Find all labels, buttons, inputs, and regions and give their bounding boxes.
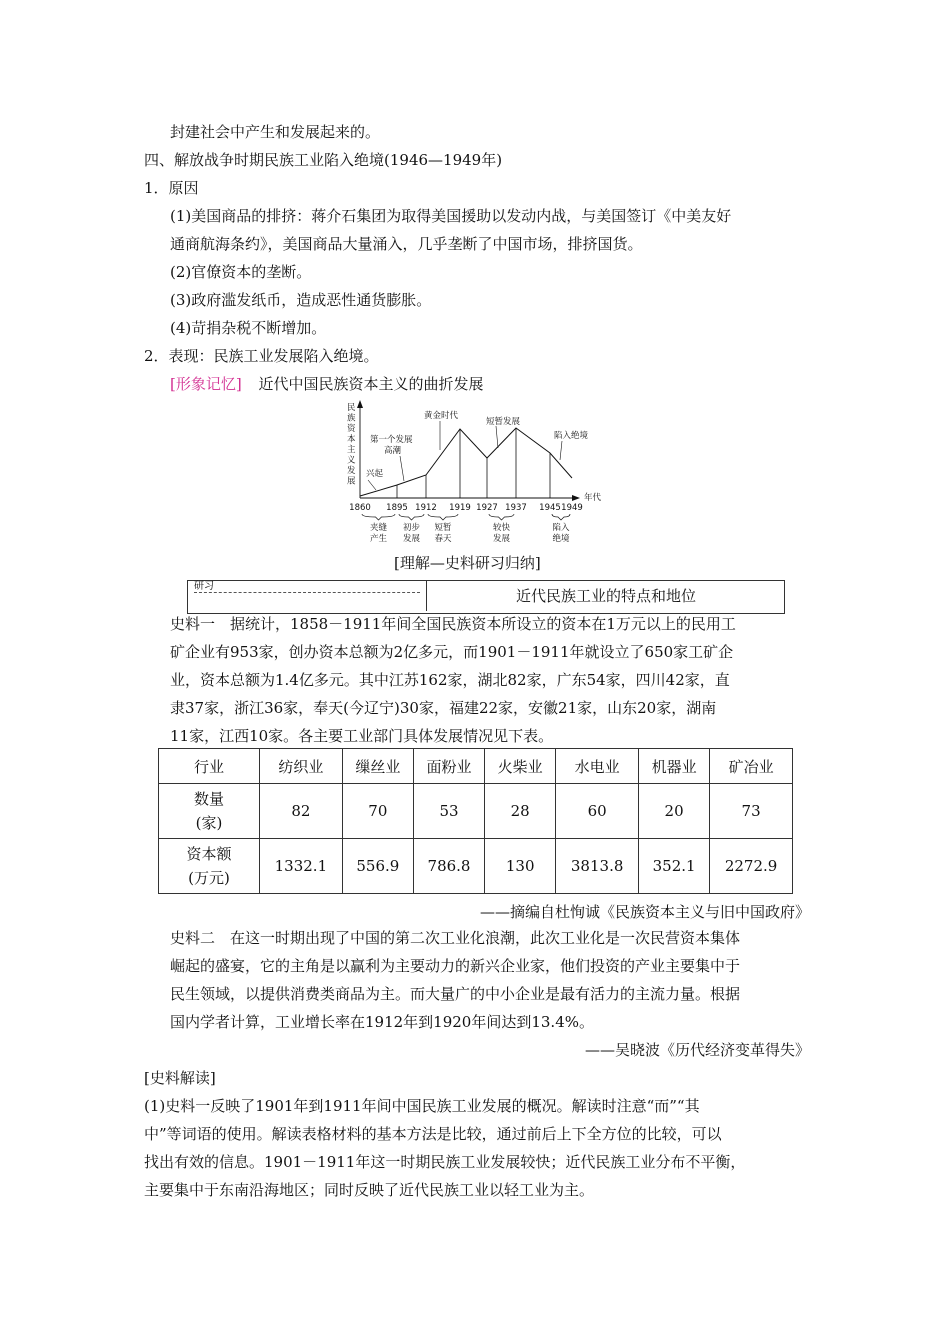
table-header-cell: 纺织业	[260, 749, 343, 784]
year-label: 1945	[539, 503, 561, 513]
year-label: 1937	[505, 503, 527, 513]
table-cell: 28	[485, 784, 556, 839]
table-cell: 786.8	[413, 839, 484, 894]
table-cell: 130	[485, 839, 556, 894]
source2-citation: ——吴晓波《历代经济变革得失》	[584, 1041, 810, 1059]
topic-title: 近代民族工业的特点和地位	[515, 587, 696, 605]
table-header-row	[159, 749, 793, 784]
understand-heading: [理解—史料研习归纳]	[394, 554, 541, 572]
period-label: 夹缝	[369, 523, 388, 533]
table-cell: 2272.9	[710, 839, 793, 894]
year-label: 1895	[386, 503, 408, 513]
cause-line: (4)苛捐杂税不断增加。	[170, 319, 327, 337]
phase-label: 第一个发展	[370, 435, 413, 445]
phase-label: 黄金时代	[424, 411, 459, 421]
table-cell: 20	[639, 784, 710, 839]
cause-line: (2)官僚资本的垄断。	[170, 263, 312, 281]
period-label: 发展	[402, 534, 421, 544]
period-label: 春天	[434, 534, 452, 544]
topic-label-cell	[188, 581, 427, 611]
table-cell: 3813.8	[556, 839, 639, 894]
period-bracket	[399, 514, 424, 520]
svg-text:民族资本主义发展: 民族资本主义发展	[347, 403, 356, 487]
interpretation-line: (1)史料一反映了1901年到1911年间中国民族工业发展的概况。解读时注意“而”“其	[144, 1097, 700, 1115]
cause-title: 1．原因	[144, 179, 199, 197]
x-axis-arrow	[572, 495, 580, 501]
period-label: 短暂	[434, 523, 452, 533]
period-label: 陷入	[552, 523, 570, 533]
source2-line: 崛起的盛宴，它的主角是以赢利为主要动力的新兴企业家，他们投资的产业主要集中于	[170, 957, 741, 975]
source2-line: 国内学者计算，工业增长率在1912年到1920年间达到13.4%。	[170, 1013, 595, 1031]
year-label: 1919	[449, 503, 471, 513]
table-header-cell: 缫丝业	[342, 749, 413, 784]
period-label: 绝境	[552, 534, 570, 544]
table-cell: 60	[556, 784, 639, 839]
topic-label: 研习	[194, 581, 214, 592]
year-label: 1927	[476, 503, 498, 513]
table-cell: 1332.1	[260, 839, 343, 894]
x-axis-label: 年代	[584, 493, 602, 503]
period-label: 较快	[492, 523, 511, 533]
source1-line: 史料一 据统计，1858－1911年间全国民族资本所设立的资本在1万元以上的民用工	[170, 615, 736, 633]
cause-line: 通商航海条约》，美国商品大量涌入，几乎垄断了中国市场，排挤国货。	[170, 235, 643, 253]
cause-line: (3)政府滥发纸币，造成恶性通货膨胀。	[170, 291, 432, 309]
table-cell: 70	[342, 784, 413, 839]
table-header-cell: 水电业	[556, 749, 639, 784]
interpretation-line: 找出有效的信息。1901－1911年这一时期民族工业发展较快；近代民族工业分布不平衡，	[144, 1153, 746, 1171]
period-bracket	[428, 514, 458, 520]
source1-line: 11家，江西10家。各主要工业部门具体发展情况见下表。	[170, 727, 554, 745]
interpretation-line: 主要集中于东南沿海地区；同时反映了近代民族工业以轻工业为主。	[144, 1181, 595, 1199]
source1-line: 矿企业有953家，创办资本总额为2亿多元，而1901－1911年就设立了650家工矿企	[170, 643, 734, 661]
row-label: 数量 (家)	[159, 784, 260, 839]
table-header-cell: 面粉业	[413, 749, 484, 784]
period-label: 发展	[492, 534, 511, 544]
year-label: 1949	[561, 503, 583, 513]
phase-label: 高潮	[384, 446, 402, 456]
table-header-cell: 矿冶业	[710, 749, 793, 784]
source1-line: 业，资本总额为1.4亿多元。其中江苏162家，湖北82家，广东54家，四川42家，直	[170, 671, 730, 689]
manifestation-line: 2．表现：民族工业发展陷入绝境。	[144, 347, 379, 365]
period-label: 产生	[369, 534, 388, 544]
section-heading: 四、解放战争时期民族工业陷入绝境(1946—1949年)	[144, 151, 503, 169]
period-bracket	[362, 514, 395, 520]
y-axis-label	[347, 403, 356, 487]
industry-table	[158, 748, 793, 894]
table-row	[159, 839, 793, 894]
row-label: 资本额 (万元)	[159, 839, 260, 894]
source1-citation: ——摘编自杜恂诚《民族资本主义与旧中国政府》	[479, 903, 810, 921]
year-label: 1912	[415, 503, 437, 513]
table-cell: 352.1	[639, 839, 710, 894]
memory-title: 近代中国民族资本主义的曲折发展	[258, 375, 484, 393]
table-header-cell: 火柴业	[485, 749, 556, 784]
memory-tag: [形象记忆]	[170, 375, 242, 393]
intro-line: 封建社会中产生和发展起来的。	[170, 123, 381, 141]
period-bracket	[552, 514, 570, 520]
source2-line: 史料二 在这一时期出现了中国的第二次工业化浪潮，此次工业化是一次民营资本集体	[170, 929, 741, 947]
y-axis-arrow	[357, 400, 363, 408]
interpretation-heading: [史料解读]	[144, 1069, 216, 1087]
development-diagram	[340, 398, 630, 546]
topic-box	[187, 580, 785, 614]
interpretation-line: 中”等词语的使用。解读表格材料的基本方法是比较，通过前后上下全方位的比较，可以	[144, 1125, 722, 1143]
phase-label: 兴起	[366, 469, 384, 479]
table-header-cell: 机器业	[639, 749, 710, 784]
table-cell: 556.9	[342, 839, 413, 894]
period-bracket	[489, 514, 514, 520]
period-label: 初步	[402, 523, 421, 533]
memory-line	[170, 374, 484, 394]
cause-line: (1)美国商品的排挤：蒋介石集团为取得美国援助以发动内战，与美国签订《中美友好	[170, 207, 732, 225]
source2-line: 民生领域，以提供消费类商品为主。而大量广的中小企业是最有活力的主流力量。根据	[170, 985, 741, 1003]
table-header-cell: 行业	[159, 749, 260, 784]
phase-label: 陷入绝境	[554, 431, 589, 441]
table-cell: 53	[413, 784, 484, 839]
year-label: 1860	[349, 503, 371, 513]
source1-line: 隶37家，浙江36家，奉天(今辽宁)30家，福建22家，安徽21家，山东20家，湖南	[170, 699, 717, 717]
phase-label: 短暂发展	[486, 417, 521, 427]
table-cell: 82	[260, 784, 343, 839]
table-row	[159, 784, 793, 839]
table-cell: 73	[710, 784, 793, 839]
